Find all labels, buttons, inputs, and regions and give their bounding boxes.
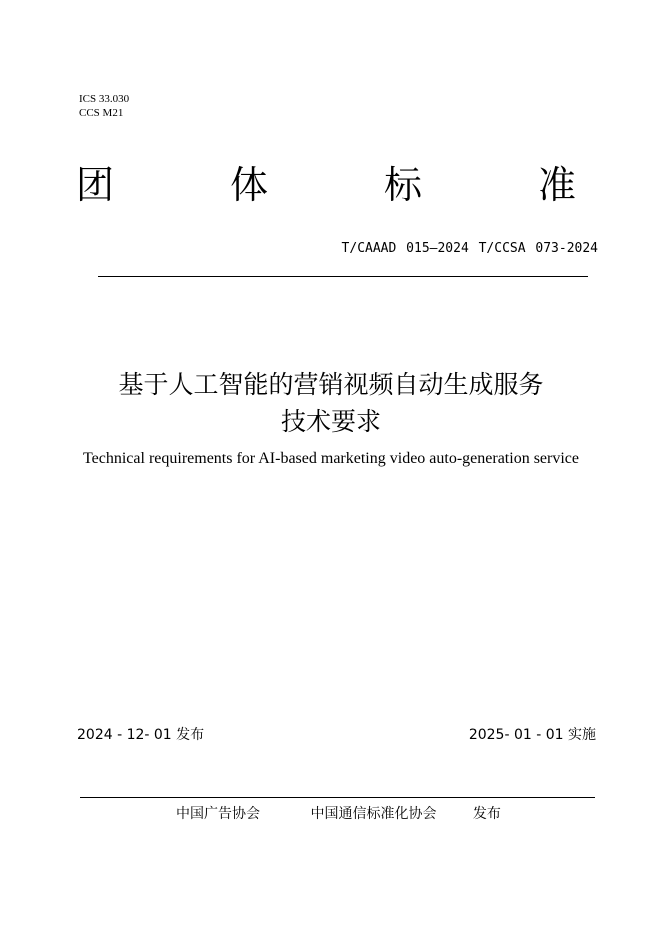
top-divider: [98, 276, 588, 277]
publish-action: 发布: [472, 806, 501, 822]
classification-codes: [79, 92, 129, 120]
standard-numbers: T/CAAAD 015—2024 T/CCSA 073-2024: [341, 241, 598, 256]
publisher-org-2: 中国通信标准化协会: [310, 806, 437, 822]
ccs-code: CCS M21: [79, 107, 124, 119]
standard-type-heading: [76, 160, 576, 210]
publisher-org-1: 中国广告协会: [176, 806, 260, 822]
standard-type-char: 准: [537, 163, 576, 207]
issue-date: 2024 - 12- 01 发布: [77, 727, 205, 743]
standard-type-char: 体: [229, 163, 268, 207]
ics-code: ICS 33.030: [79, 93, 130, 105]
publishers: [176, 804, 501, 824]
implementation-date: 2025- 01 - 01 实施: [468, 727, 596, 743]
standard-type-char: 标: [383, 163, 422, 207]
title-zh-line2: 技术要求: [280, 407, 381, 436]
title-zh-line1: 基于人工智能的营销视频自动生成服务: [118, 370, 544, 399]
bottom-divider: [80, 797, 595, 798]
title-en: Technical requirements for AI-based marketing video auto-generation service: [82, 450, 579, 467]
standard-type-char: 团: [76, 163, 115, 207]
